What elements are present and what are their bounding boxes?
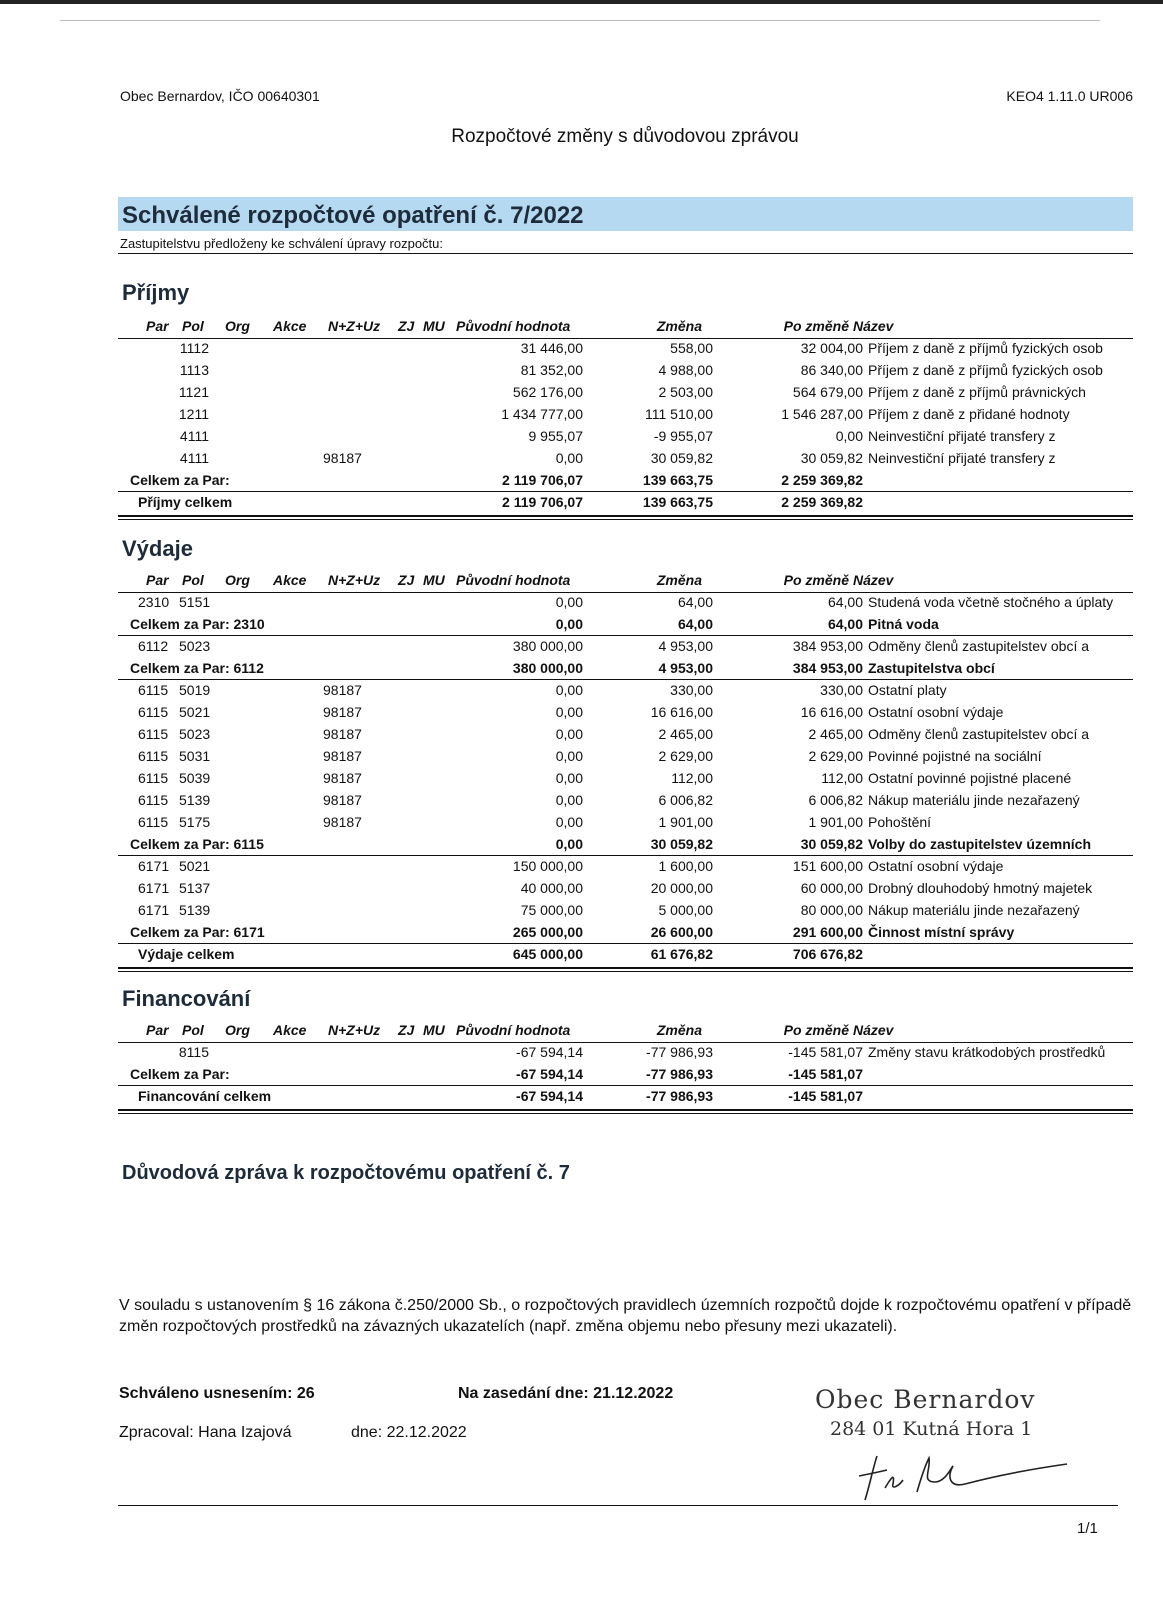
row-org: 98187 [323, 814, 362, 830]
row-after-change: 291 600,00 [792, 924, 863, 940]
subtotal-row [118, 921, 1133, 943]
prepared-by: Zpracoval: Hana Izajová [119, 1424, 292, 1441]
column-header-nzuz: N+Z+Uz [328, 1022, 381, 1038]
row-change: 4 953,00 [658, 660, 713, 676]
row-change: 4 988,00 [658, 362, 713, 378]
table-row [118, 899, 1133, 921]
row-change: -9 955,07 [653, 428, 713, 444]
row-after-change: 706 676,82 [792, 946, 863, 962]
row-code: 8115 [178, 1044, 209, 1060]
row-label: Celkem za Par: 6112 [130, 660, 264, 676]
column-header-pol: Pol [182, 572, 204, 588]
row-original-value: 265 000,00 [512, 924, 583, 940]
row-label: Výdaje celkem [138, 946, 235, 962]
row-org: 98187 [323, 792, 362, 808]
meeting-date: Na zasedání dne: 21.12.2022 [458, 1385, 674, 1402]
row-change: 30 059,82 [650, 450, 713, 466]
row-original-value: 645 000,00 [512, 946, 583, 962]
row-after-change: 86 340,00 [800, 362, 863, 378]
divider [118, 519, 1133, 520]
row-par: 6171 [138, 902, 170, 918]
row-par: 6115 [138, 814, 169, 830]
footer-divider [118, 1505, 1118, 1506]
row-code: 1121 [178, 384, 209, 400]
subtotal-row [118, 491, 1133, 513]
divider [118, 971, 1133, 972]
row-change: 30 059,82 [650, 836, 713, 852]
table-row [118, 1041, 1133, 1063]
row-after-change: 60 000,00 [800, 880, 863, 896]
row-name: Odměny členů zastupitelstev obcí a [868, 638, 1090, 654]
row-change: 2 629,00 [658, 748, 713, 764]
row-original-value: 0,00 [555, 450, 583, 466]
row-original-value: 75 000,00 [520, 902, 583, 918]
org-header: Obec Bernardov, IČO 00640301 [120, 88, 320, 104]
column-header-org: Org [225, 572, 250, 588]
table-row [118, 591, 1133, 613]
document-title: Rozpočtové změny s důvodovou zprávou [451, 126, 799, 147]
row-after-change: 2 259 369,82 [781, 494, 863, 510]
column-header-nzuz: N+Z+Uz [328, 572, 381, 588]
row-name: Neinvestiční přijaté transfery z [868, 450, 1056, 466]
row-original-value: 380 000,00 [512, 638, 583, 654]
row-change: 330,00 [670, 682, 713, 698]
row-name: Zastupitelstva obcí [868, 660, 995, 676]
measure-subtitle: Zastupitelstvu předloženy ke schválení úpravy rozpočtu: [120, 236, 444, 251]
row-after-change: 64,00 [827, 616, 863, 632]
row-original-value: -67 594,14 [516, 1044, 583, 1060]
row-original-value: 150 000,00 [512, 858, 583, 874]
row-after-change: -145 581,07 [788, 1066, 863, 1082]
divider [118, 515, 1133, 517]
row-pol: 5031 [179, 748, 211, 764]
row-original-value: 2 119 706,07 [502, 494, 583, 510]
row-name: Drobný dlouhodobý hmotný majetek [868, 880, 1093, 896]
row-pol: 5021 [179, 858, 211, 874]
section-title-prijmy: Příjmy [122, 280, 190, 305]
row-par: 6115 [138, 726, 169, 742]
scan-edge [0, 0, 1163, 4]
row-code: 1113 [179, 362, 209, 378]
table-row [118, 679, 1133, 701]
row-code: 1112 [179, 340, 209, 356]
column-header-zj: ZJ [398, 1022, 415, 1038]
page-number: 1/1 [1077, 1520, 1098, 1537]
subtotal-row [118, 1063, 1133, 1085]
row-change: 20 000,00 [650, 880, 713, 896]
table-row [118, 745, 1133, 767]
table-row [118, 381, 1133, 403]
row-code: 4111 [179, 428, 209, 444]
row-org: 98187 [323, 726, 362, 742]
row-after-change: 2 629,00 [808, 748, 863, 764]
row-name: Ostatní osobní výdaje [868, 858, 1004, 874]
row-after-change: 16 616,00 [800, 704, 863, 720]
row-label: Celkem za Par: [130, 1066, 230, 1082]
column-header-mu: MU [423, 1022, 445, 1038]
row-original-value: 0,00 [555, 836, 583, 852]
column-header-akce: Akce [273, 1022, 307, 1038]
row-name: Pohoštění [868, 814, 932, 830]
section-title-vydaje: Výdaje [122, 536, 193, 561]
row-change: 5 000,00 [658, 902, 713, 918]
row-after-change: 151 600,00 [792, 858, 863, 874]
row-after-change: 30 059,82 [800, 450, 863, 466]
row-name: Odměny členů zastupitelstev obcí a [868, 726, 1090, 742]
row-name: Ostatní povinné pojistné placené [868, 770, 1072, 786]
row-name: Neinvestiční přijaté transfery z [868, 428, 1056, 444]
row-label: Celkem za Par: 2310 [130, 616, 265, 632]
column-header-mu: MU [423, 318, 445, 334]
report-code: KEO4 1.11.0 UR006 [1006, 88, 1133, 104]
stamp-line-2: 284 01 Kutná Hora 1 [830, 1418, 1033, 1440]
stamp-line-1: Obec Bernardov [815, 1385, 1036, 1414]
row-change: -77 986,93 [646, 1088, 713, 1104]
row-pol: 5139 [179, 792, 211, 808]
divider [118, 967, 1133, 969]
subtotal-row [118, 1085, 1133, 1107]
row-change: -77 986,93 [646, 1066, 713, 1082]
column-header-nazev: Název [853, 572, 894, 588]
row-par: 6115 [138, 770, 169, 786]
row-pol: 5023 [179, 638, 211, 654]
row-name: Příjem z daně z příjmů fyzických osob [868, 362, 1103, 378]
reason-text: V souladu s ustanovením § 16 zákona č.250/2000 Sb., o rozpočtových pravidlech územních rozpočtů dojde k rozpočtovému opatření v případě změn rozpočtových prostředků na závazných ukazatelích (např. změna objemu nebo přesuny mezi ukazateli). [119, 1297, 1132, 1335]
row-change: 61 676,82 [650, 946, 713, 962]
table-row [118, 425, 1133, 447]
row-par: 6171 [138, 858, 170, 874]
row-after-change: 112,00 [821, 770, 863, 786]
row-original-value: 31 446,00 [520, 340, 583, 356]
row-after-change: -145 581,07 [788, 1088, 863, 1104]
row-after-change: 32 004,00 [800, 340, 863, 356]
row-name: Činnost místní správy [868, 924, 1015, 940]
row-org: 98187 [323, 748, 362, 764]
row-pol: 5139 [179, 902, 211, 918]
row-pol: 5151 [179, 594, 211, 610]
row-change: 1 901,00 [658, 814, 713, 830]
row-name: Příjem z daně z příjmů fyzických osob [868, 340, 1103, 356]
column-header-puvodni: Původní hodnota [456, 1022, 571, 1038]
column-header-zj: ZJ [398, 572, 415, 588]
row-original-value: 562 176,00 [512, 384, 583, 400]
row-label: Celkem za Par: 6115 [130, 836, 264, 852]
subtotal-row [118, 657, 1133, 679]
row-pol: 5019 [179, 682, 211, 698]
row-after-change: 384 953,00 [792, 638, 863, 654]
row-par: 2310 [138, 594, 170, 610]
row-org: 98187 [323, 450, 362, 466]
table-row [118, 359, 1133, 381]
subtotal-row [118, 469, 1133, 491]
row-change: 2 503,00 [658, 384, 713, 400]
column-header-puvodni: Původní hodnota [456, 318, 571, 334]
divider [118, 1109, 1133, 1111]
row-name: Příjem z daně z příjmů právnických [868, 384, 1086, 400]
row-original-value: 1 434 777,00 [501, 406, 583, 422]
row-code: 1211 [178, 406, 209, 422]
row-label: Celkem za Par: 6171 [130, 924, 265, 940]
prepared-date: dne: 22.12.2022 [351, 1424, 467, 1441]
row-label: Příjmy celkem [138, 494, 233, 510]
row-original-value: 0,00 [555, 704, 583, 720]
row-change: -77 986,93 [646, 1044, 713, 1060]
column-header-po-zmene: Po změně [783, 572, 849, 588]
row-original-value: 0,00 [555, 770, 583, 786]
column-header-par: Par [146, 572, 169, 588]
column-header-akce: Akce [273, 572, 307, 588]
row-change: 26 600,00 [650, 924, 713, 940]
row-name: Nákup materiálu jinde nezařazený [868, 792, 1080, 808]
row-after-change: 384 953,00 [792, 660, 863, 676]
row-pol: 5023 [179, 726, 211, 742]
subtotal-row [118, 613, 1133, 635]
row-after-change: 2 259 369,82 [781, 472, 863, 488]
row-original-value: 0,00 [555, 616, 583, 632]
column-header-par: Par [146, 1022, 169, 1038]
reason-title: Důvodová zpráva k rozpočtovému opatření č. 7 [122, 1162, 570, 1184]
row-pol: 5021 [179, 704, 211, 720]
table-row [118, 403, 1133, 425]
row-org: 98187 [323, 682, 362, 698]
table-row [118, 701, 1133, 723]
row-change: 4 953,00 [658, 638, 713, 654]
column-header-zmena: Změna [656, 572, 702, 588]
section-title-financovani: Financování [122, 986, 251, 1011]
column-header-zmena: Změna [656, 318, 702, 334]
row-label: Celkem za Par: [130, 472, 230, 488]
row-after-change: 6 006,82 [808, 792, 863, 808]
row-label: Financování celkem [138, 1088, 272, 1104]
table-row [118, 723, 1133, 745]
row-original-value: 380 000,00 [512, 660, 583, 676]
subtotal-row [118, 833, 1133, 855]
row-after-change: 564 679,00 [792, 384, 863, 400]
subtotal-row [118, 943, 1133, 965]
row-name: Nákup materiálu jinde nezařazený [868, 902, 1080, 918]
column-header-puvodni: Původní hodnota [456, 572, 571, 588]
row-change: 558,00 [670, 340, 713, 356]
row-original-value: 0,00 [555, 792, 583, 808]
row-after-change: 0,00 [835, 428, 863, 444]
row-original-value: 0,00 [555, 748, 583, 764]
row-after-change: 1 546 287,00 [781, 406, 863, 422]
row-code: 4111 [179, 450, 209, 466]
table-row [118, 337, 1133, 359]
row-change: 139 663,75 [642, 494, 713, 510]
row-par: 6115 [138, 792, 169, 808]
row-after-change: 1 901,00 [808, 814, 863, 830]
column-header-org: Org [225, 1022, 250, 1038]
scan-line [60, 20, 1100, 21]
divider [118, 1113, 1133, 1114]
row-change: 64,00 [677, 616, 713, 632]
table-row [118, 767, 1133, 789]
row-name: Ostatní platy [868, 682, 947, 698]
row-after-change: 80 000,00 [800, 902, 863, 918]
row-after-change: 2 465,00 [808, 726, 863, 742]
row-name: Ostatní osobní výdaje [868, 704, 1004, 720]
row-par: 6112 [138, 638, 169, 654]
resolution-number: Schváleno usnesením: 26 [119, 1385, 315, 1402]
row-change: 112,00 [671, 770, 713, 786]
table-row [118, 811, 1133, 833]
column-header-org: Org [225, 318, 250, 334]
row-after-change: 64,00 [827, 594, 863, 610]
row-after-change: 330,00 [820, 682, 863, 698]
column-header-nazev: Název [853, 318, 894, 334]
row-org: 98187 [323, 704, 362, 720]
table-row [118, 877, 1133, 899]
column-header-nzuz: N+Z+Uz [328, 318, 381, 334]
row-original-value: 0,00 [555, 594, 583, 610]
row-original-value: 0,00 [555, 726, 583, 742]
column-header-zmena: Změna [656, 1022, 702, 1038]
row-original-value: 40 000,00 [520, 880, 583, 896]
row-original-value: 81 352,00 [520, 362, 583, 378]
row-org: 98187 [323, 770, 362, 786]
row-change: 6 006,82 [658, 792, 713, 808]
column-header-par: Par [146, 318, 169, 334]
column-header-nazev: Název [853, 1022, 894, 1038]
table-row [118, 635, 1133, 657]
row-original-value: 9 955,07 [528, 428, 583, 444]
row-name: Příjem z daně z přidané hodnoty [868, 406, 1070, 422]
column-header-pol: Pol [182, 1022, 204, 1038]
divider [118, 253, 1133, 254]
row-name: Změny stavu krátkodobých prostředků [868, 1044, 1106, 1060]
table-row [118, 789, 1133, 811]
row-pol: 5137 [179, 880, 211, 896]
row-change: 1 600,00 [658, 858, 713, 874]
table-row [118, 855, 1133, 877]
row-name: Povinné pojistné na sociální [868, 748, 1042, 764]
column-header-pol: Pol [182, 318, 204, 334]
column-header-zj: ZJ [398, 318, 415, 334]
row-change: 111 510,00 [645, 406, 713, 422]
row-pol: 5175 [179, 814, 211, 830]
row-name: Volby do zastupitelstev územních [868, 836, 1092, 852]
row-change: 16 616,00 [650, 704, 713, 720]
column-header-mu: MU [423, 572, 445, 588]
row-after-change: -145 581,07 [788, 1044, 863, 1060]
row-pol: 5039 [179, 770, 211, 786]
row-original-value: -67 594,14 [516, 1066, 583, 1082]
column-header-po-zmene: Po změně [783, 1022, 849, 1038]
row-name: Pitná voda [868, 616, 939, 632]
row-par: 6115 [138, 748, 169, 764]
table-row [118, 447, 1133, 469]
row-change: 64,00 [677, 594, 713, 610]
row-original-value: 2 119 706,07 [502, 472, 583, 488]
row-change: 139 663,75 [642, 472, 713, 488]
column-header-po-zmene: Po změně [783, 318, 849, 334]
measure-title: Schválené rozpočtové opatření č. 7/2022 [122, 202, 584, 229]
row-original-value: -67 594,14 [516, 1088, 583, 1104]
row-original-value: 0,00 [555, 682, 583, 698]
signature [855, 1448, 1075, 1508]
row-change: 2 465,00 [658, 726, 713, 742]
row-original-value: 0,00 [555, 814, 583, 830]
row-par: 6115 [138, 704, 169, 720]
row-name: Studená voda včetně stočného a úplaty [868, 594, 1114, 610]
row-par: 6171 [138, 880, 170, 896]
row-after-change: 30 059,82 [800, 836, 863, 852]
column-header-akce: Akce [273, 318, 307, 334]
row-par: 6115 [138, 682, 169, 698]
